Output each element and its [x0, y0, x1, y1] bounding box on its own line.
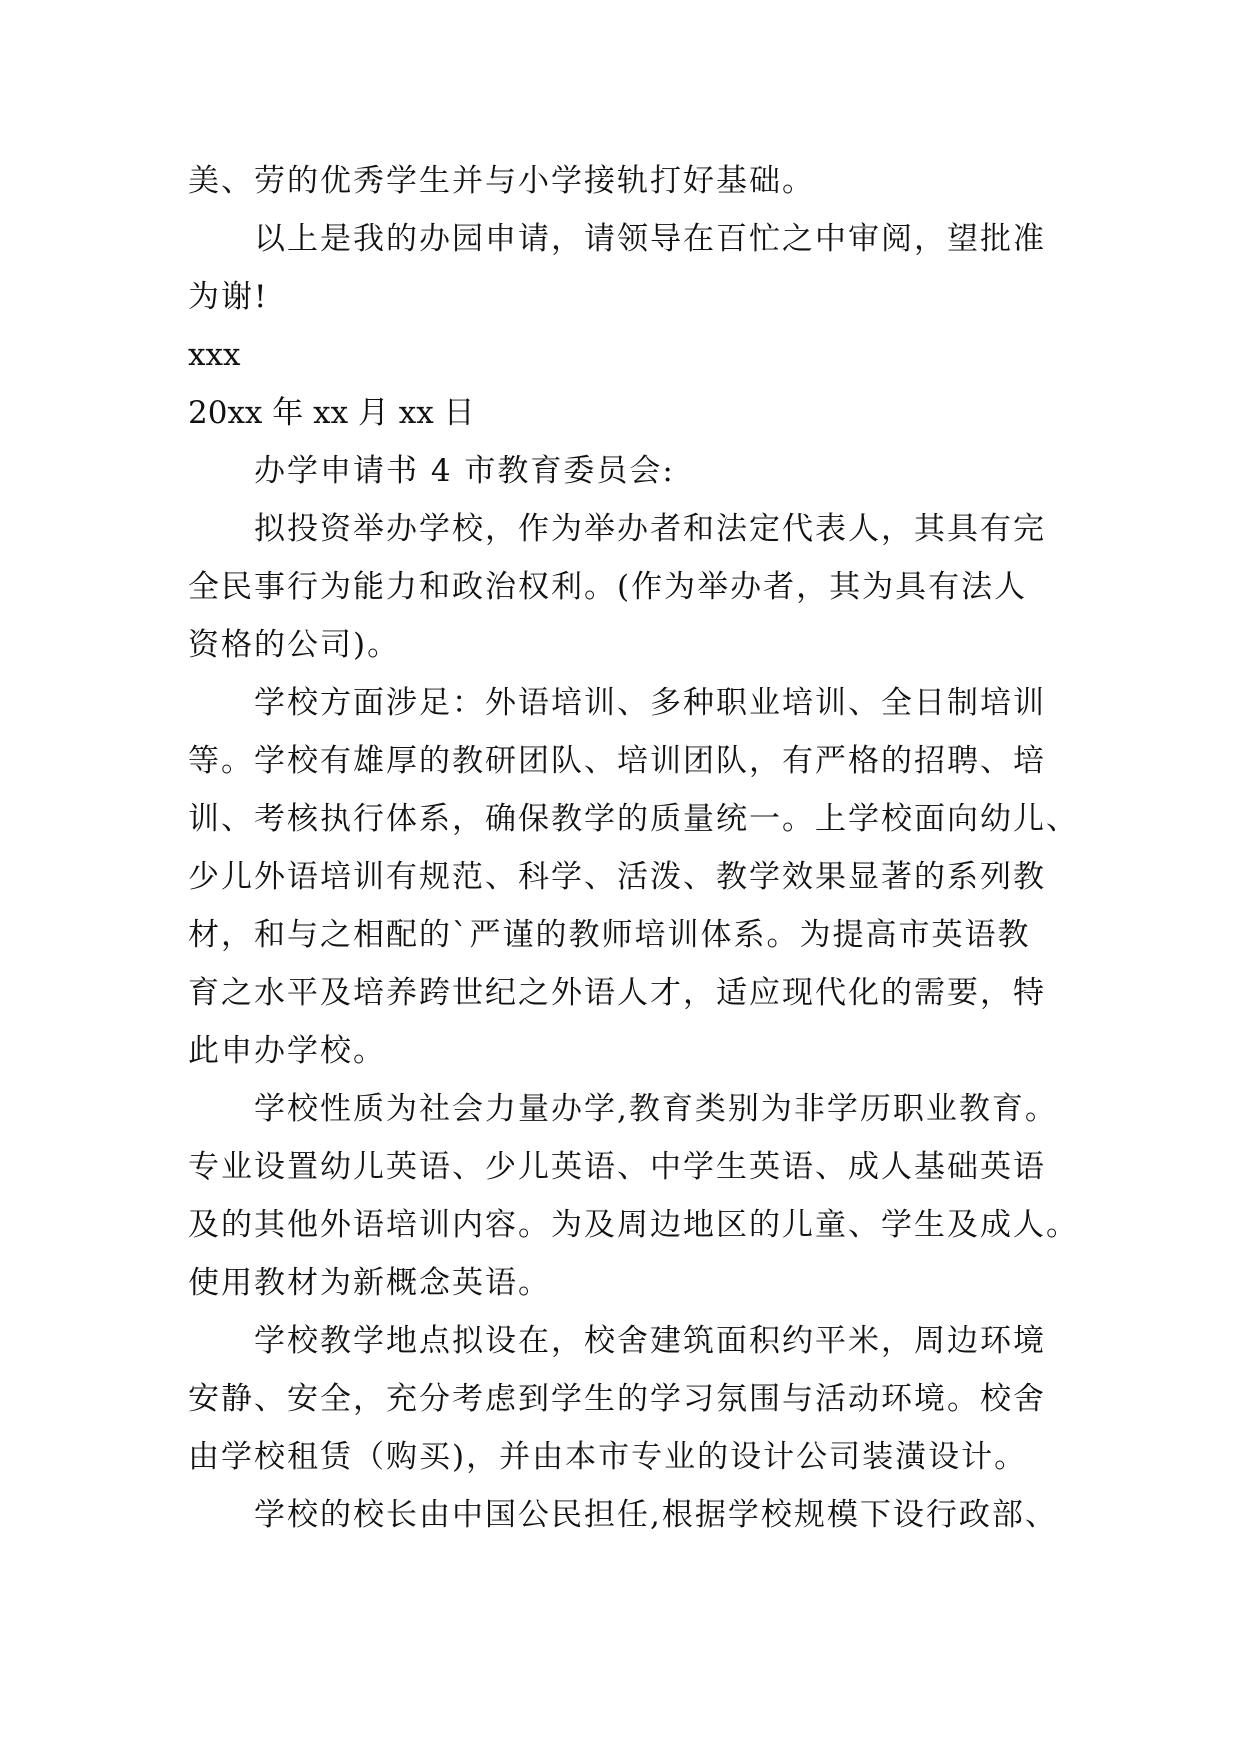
paragraph-line: 安静、安全，充分考虑到学生的学习氛围与活动环境。校舍 [188, 1381, 1046, 1417]
signature: xxx [188, 337, 241, 373]
paragraph-line: 及的其他外语培训内容。为及周边地区的儿童、学生及成人。 [188, 1207, 1079, 1243]
paragraph-line: 资格的公司)。 [188, 627, 401, 663]
paragraph-line: 全民事行为能力和政治权利。(作为举办者，其为具有法人 [188, 569, 1028, 605]
paragraph-line: 专业设置幼儿英语、少儿英语、中学生英语、成人基础英语 [188, 1149, 1046, 1185]
closing-line: 以上是我的办园申请，请领导在百忙之中审阅，望批准 [254, 221, 1046, 257]
paragraph-line: 拟投资举办学校，作为举办者和法定代表人，其具有完 [254, 511, 1046, 547]
paragraph-line: 少儿外语培训有规范、科学、活泼、教学效果显著的系列教 [188, 859, 1046, 895]
paragraph-line: 材，和与之相配的`严谨的教师培训体系。为提高市英语教 [188, 917, 1031, 953]
paragraph-line: 由学校租赁（购买)，并由本市专业的设计公司装潢设计。 [188, 1439, 1028, 1475]
paragraph-line: 学校性质为社会力量办学,教育类别为非学历职业教育。 [254, 1091, 1058, 1127]
paragraph-line: 育之水平及培养跨世纪之外语人才，适应现代化的需要，特 [188, 975, 1046, 1011]
closing-line: 为谢! [188, 279, 269, 315]
paragraph-line: 等。学校有雄厚的教研团队、培训团队，有严格的招聘、培 [188, 743, 1046, 779]
document-body [188, 152, 1079, 1544]
application-heading: 办学申请书 4 市教育委员会: [254, 453, 675, 489]
paragraph-line: 学校方面涉足：外语培训、多种职业培训、全日制培训 [254, 685, 1046, 721]
date-line: 20xx 年 xx 月 xx 日 [188, 395, 475, 431]
paragraph-line: 训、考核执行体系，确保教学的质量统一。上学校面向幼儿、 [188, 801, 1079, 837]
paragraph-line: 此申办学校。 [188, 1033, 386, 1069]
paragraph-line: 使用教材为新概念英语。 [188, 1265, 551, 1301]
paragraph-line: 学校教学地点拟设在，校舍建筑面积约平米，周边环境 [254, 1323, 1046, 1359]
paragraph-line: 学校的校长由中国公民担任,根据学校规模下设行政部、 [254, 1497, 1058, 1533]
intro-tail-line: 美、劳的优秀学生并与小学接轨打好基础。 [188, 163, 815, 199]
